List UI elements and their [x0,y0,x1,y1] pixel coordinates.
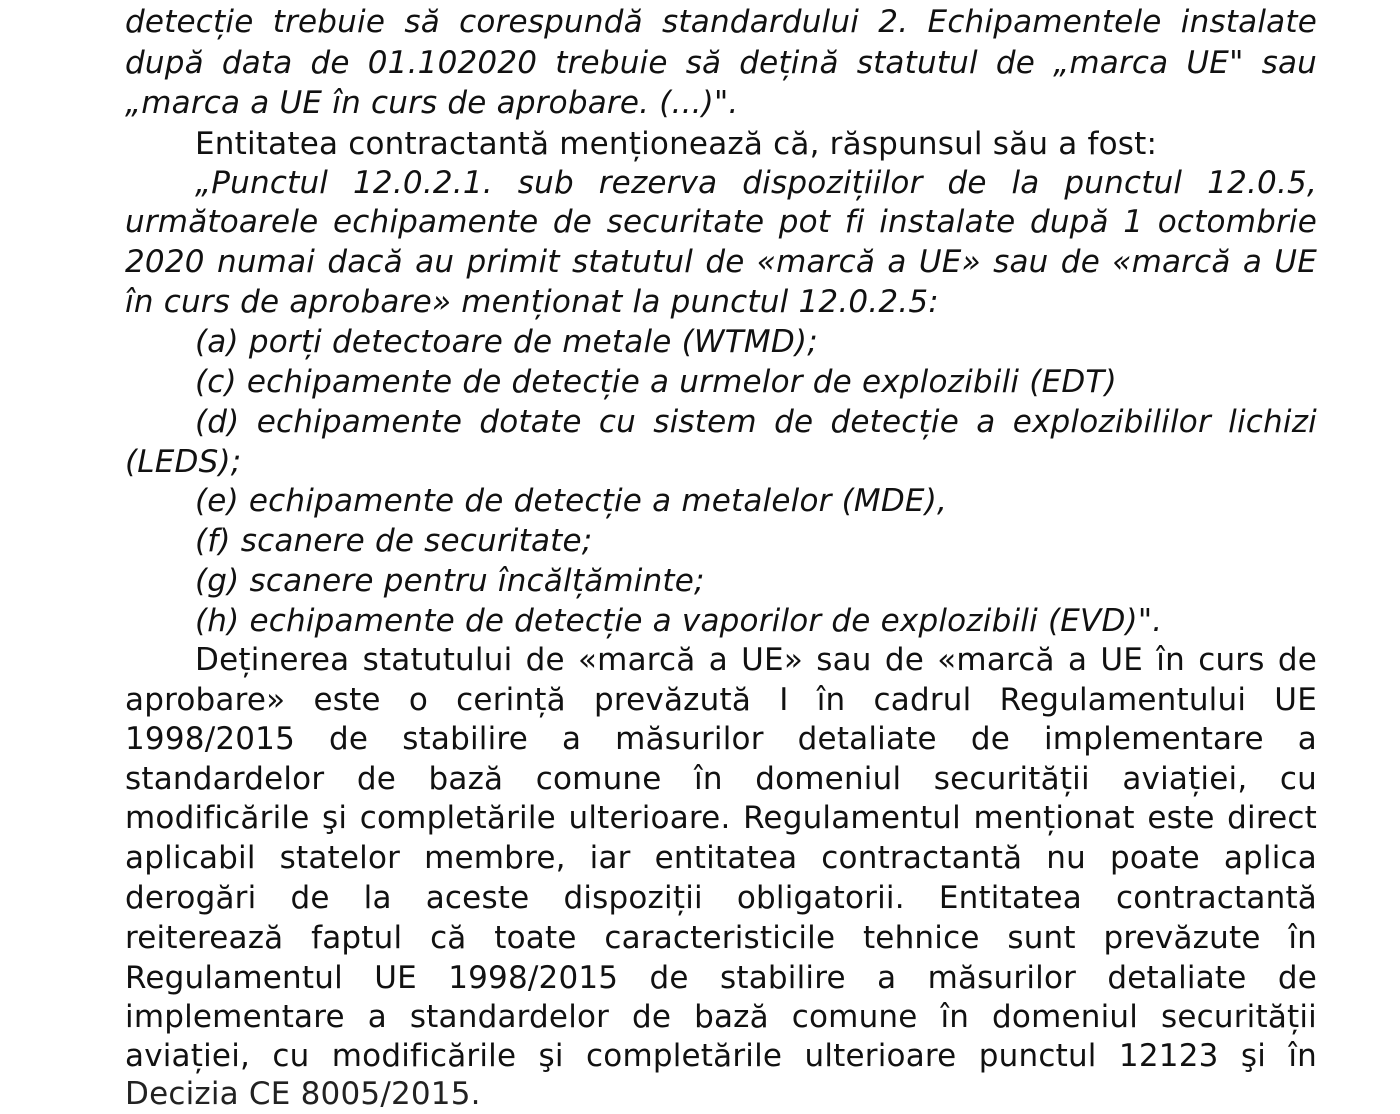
quote-start-line: „Punctul 12.0.2.1. sub rezerva dispozițiilor de la punctul 12.0.5, [195,165,1317,201]
text-line: 2020 numai dacă au primit statutul de «marcă a UE» sau de «marcă a UE [125,244,1317,280]
text-line: reiterează faptul că toate caracteristicile tehnice sunt prevăzute în [125,920,1317,956]
list-item: (f) scanere de securitate; [195,523,593,559]
list-item: (d) echipamente dotate cu sistem de detecție a explozibililor lichizi [195,404,1317,440]
text-line-cut-off: Decizia CE 8005/2015. [125,1076,481,1112]
text-line: standardelor de bază comune în domeniul securității aviației, cu [125,761,1317,797]
text-line: implementare a standardelor de bază comune în domeniul securității [125,999,1317,1035]
text-line: aviației, cu modificările şi completările ulterioare punctul 12123 şi în [125,1038,1317,1074]
text-line: aprobare» este o cerință prevăzută I în cadrul Regulamentului UE [125,682,1317,718]
text-line: detecție trebuie să corespundă standardului 2. Echipamentele instalate [125,4,1317,40]
paragraph-start-line: Deținerea statutului de «marcă a UE» sau de «marcă a UE în curs de [195,642,1317,678]
text-line: 1998/2015 de stabilire a măsurilor detaliate de implementare a [125,721,1317,757]
text-line: modificările şi completările ulterioare. Regulamentul menționat este direct [125,800,1317,836]
paragraph-start-line: Entitatea contractantă menționează că, răspunsul său a fost: [195,126,1158,162]
text-line: în curs de aprobare» menționat la punctul 12.0.2.5: [125,284,939,320]
text-line: derogări de la aceste dispoziții obligatorii. Entitatea contractantă [125,880,1317,916]
list-item: (a) porți detectoare de metale (WTMD); [195,324,818,360]
list-item-continuation: (LEDS); [125,444,242,480]
text-line: Regulamentul UE 1998/2015 de stabilire a măsurilor detaliate de [125,960,1317,996]
list-item: (c) echipamente de detecție a urmelor de explozibili (EDT) [195,364,1117,400]
text-line: „marca a UE în curs de aprobare. (...)". [125,85,739,121]
text-line: aplicabil statelor membre, iar entitatea contractantă nu poate aplica [125,840,1317,876]
list-item: (g) scanere pentru încălțăminte; [195,563,705,599]
list-item: (h) echipamente de detecție a vaporilor de explozibili (EVD)". [195,603,1163,639]
list-item: (e) echipamente de detecție a metalelor (MDE), [195,483,948,519]
text-line: următoarele echipamente de securitate pot fi instalate după 1 octombrie [125,204,1317,240]
text-line: după data de 01.102020 trebuie să dețină statutul de „marca UE" sau [125,45,1317,81]
